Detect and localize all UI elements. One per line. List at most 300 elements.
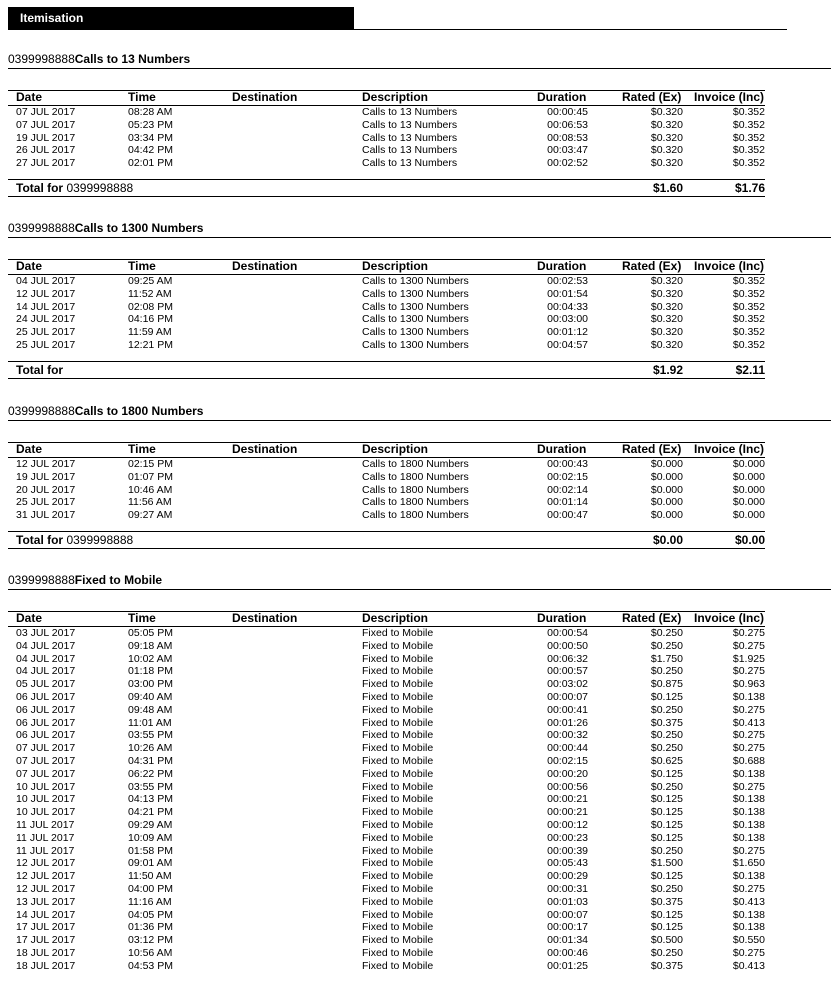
date-cell: 06 JUL 2017 (16, 690, 76, 703)
date-cell: 12 JUL 2017 (16, 287, 76, 300)
description-cell: Calls to 1300 Numbers (362, 275, 469, 287)
date-cell: 07 JUL 2017 (16, 767, 76, 780)
date-cell: 10 JUL 2017 (16, 793, 76, 806)
table-row (8, 678, 765, 691)
table-row (8, 301, 765, 314)
column-header-destination: Destination (232, 90, 298, 104)
invoice-cell: $0.000 (732, 458, 765, 470)
table-row (8, 509, 765, 522)
invoice-cell: $0.413 (732, 959, 765, 972)
time-cell: 02:01 PM (128, 157, 173, 170)
date-cell: 04 JUL 2017 (16, 665, 76, 678)
table-row (8, 640, 765, 653)
date-cell: 12 JUL 2017 (16, 882, 76, 895)
duration-cell: 00:00:54 (547, 627, 588, 639)
column-header-date: Date (16, 259, 43, 273)
duration-cell: 00:02:15 (547, 470, 588, 483)
date-cell: 12 JUL 2017 (16, 870, 76, 883)
column-header-description: Description (362, 259, 429, 273)
description-cell: Fixed to Mobile (362, 870, 434, 883)
date-cell: 05 JUL 2017 (16, 678, 76, 691)
description-cell: Calls to 1300 Numbers (362, 313, 469, 326)
time-cell: 01:36 PM (128, 921, 173, 934)
time-cell: 03:12 PM (128, 934, 173, 947)
section-name: Calls to 1300 Numbers (74, 221, 204, 235)
duration-cell: 00:02:14 (547, 483, 588, 496)
rated-cell: $0.000 (650, 470, 683, 483)
table-row (8, 755, 765, 768)
rated-cell: $0.320 (650, 118, 683, 131)
table-row (8, 144, 765, 157)
time-cell: 09:25 AM (128, 275, 173, 287)
table-row (8, 484, 765, 497)
total-account-number: 0399998888 (66, 180, 134, 195)
itemisation-header (8, 7, 354, 30)
column-header-description: Description (362, 90, 429, 104)
invoice-cell: $0.352 (732, 131, 765, 144)
invoice-cell: $0.000 (732, 509, 765, 522)
date-cell: 06 JUL 2017 (16, 703, 76, 716)
section-total-row (8, 179, 765, 197)
section-name: Calls to 13 Numbers (74, 52, 191, 66)
invoice-cell: $0.352 (732, 118, 765, 131)
date-cell: 17 JUL 2017 (16, 934, 76, 947)
column-header-invoice: Invoice (Inc) (694, 90, 765, 104)
total-rated: $0.00 (652, 532, 683, 547)
duration-cell: 00:01:12 (547, 326, 588, 339)
rated-cell: $0.320 (650, 300, 683, 313)
time-cell: 09:40 AM (128, 690, 173, 703)
column-header-date: Date (16, 90, 43, 104)
rated-cell: $0.000 (650, 509, 683, 522)
date-cell: 20 JUL 2017 (16, 483, 76, 496)
description-cell: Calls to 1800 Numbers (362, 483, 469, 496)
time-cell: 03:55 PM (128, 780, 173, 793)
duration-cell: 00:00:31 (547, 882, 588, 895)
table-row (8, 627, 765, 640)
invoice-cell: $0.275 (732, 627, 765, 639)
description-cell: Fixed to Mobile (362, 652, 434, 665)
description-cell: Fixed to Mobile (362, 742, 434, 755)
invoice-cell: $0.688 (732, 754, 765, 767)
invoice-cell: $0.138 (732, 690, 765, 703)
table-header (8, 611, 765, 627)
description-cell: Fixed to Mobile (362, 806, 434, 819)
time-cell: 11:52 AM (128, 287, 172, 300)
table-row (8, 909, 765, 922)
column-header-invoice: Invoice (Inc) (694, 442, 765, 456)
rated-cell: $0.625 (650, 754, 683, 767)
duration-cell: 00:00:45 (547, 106, 588, 118)
rated-cell: $0.125 (650, 908, 683, 921)
table-row (8, 793, 765, 806)
invoice-cell: $0.963 (732, 678, 765, 691)
description-cell: Fixed to Mobile (362, 767, 434, 780)
table-row (8, 729, 765, 742)
calls-table (8, 259, 765, 379)
date-cell: 04 JUL 2017 (16, 275, 76, 287)
duration-cell: 00:04:57 (547, 338, 588, 351)
time-cell: 10:26 AM (128, 742, 173, 755)
time-cell: 04:42 PM (128, 144, 173, 157)
table-row (8, 742, 765, 755)
invoice-cell: $0.138 (732, 767, 765, 780)
duration-cell: 00:00:07 (547, 690, 588, 703)
time-cell: 11:56 AM (128, 496, 172, 509)
date-cell: 11 JUL 2017 (16, 844, 75, 857)
rated-cell: $0.125 (650, 831, 683, 844)
time-cell: 09:01 AM (128, 857, 173, 870)
time-cell: 04:16 PM (128, 313, 173, 326)
duration-cell: 00:03:00 (547, 313, 588, 326)
table-row (8, 857, 765, 870)
date-cell: 07 JUL 2017 (16, 742, 76, 755)
duration-cell: 00:02:52 (547, 157, 588, 170)
duration-cell: 00:03:02 (547, 678, 588, 691)
column-header-date: Date (16, 611, 43, 625)
rated-cell: $0.125 (650, 690, 683, 703)
invoice-cell: $0.138 (732, 818, 765, 831)
date-cell: 06 JUL 2017 (16, 716, 76, 729)
duration-cell: 00:02:53 (547, 275, 588, 287)
column-header-destination: Destination (232, 611, 298, 625)
date-cell: 25 JUL 2017 (16, 496, 76, 509)
time-cell: 04:00 PM (128, 882, 173, 895)
table-row (8, 845, 765, 858)
time-cell: 04:05 PM (128, 908, 173, 921)
date-cell: 19 JUL 2017 (16, 470, 76, 483)
invoice-cell: $0.275 (732, 882, 765, 895)
time-cell: 11:01 AM (128, 716, 172, 729)
invoice-cell: $0.352 (732, 275, 765, 287)
section-name: Calls to 1800 Numbers (74, 404, 204, 418)
table-row (8, 883, 765, 896)
calls-table (8, 442, 765, 549)
column-header-rated: Rated (Ex) (622, 611, 682, 625)
duration-cell: 00:04:33 (547, 300, 588, 313)
column-header-description: Description (362, 611, 429, 625)
call-section (8, 52, 831, 197)
column-header-destination: Destination (232, 259, 298, 273)
time-cell: 02:15 PM (128, 458, 173, 470)
invoice-cell: $0.352 (732, 287, 765, 300)
duration-cell: 00:00:46 (547, 946, 588, 959)
invoice-cell: $0.550 (732, 934, 765, 947)
rated-cell: $0.500 (650, 934, 683, 947)
section-name: Fixed to Mobile (74, 573, 163, 587)
time-cell: 11:50 AM (128, 870, 172, 883)
table-row (8, 106, 765, 119)
invoice-cell: $0.138 (732, 831, 765, 844)
duration-cell: 00:00:29 (547, 870, 588, 883)
table-row (8, 934, 765, 947)
rated-cell: $0.250 (650, 665, 683, 678)
description-cell: Fixed to Mobile (362, 934, 434, 947)
invoice-cell: $0.275 (732, 665, 765, 678)
invoice-cell: $0.275 (732, 844, 765, 857)
column-header-time: Time (128, 259, 156, 273)
rated-cell: $0.250 (650, 780, 683, 793)
rated-cell: $0.125 (650, 806, 683, 819)
date-cell: 26 JUL 2017 (16, 144, 76, 157)
duration-cell: 00:01:54 (547, 287, 588, 300)
rated-cell: $0.320 (650, 338, 683, 351)
duration-cell: 00:00:23 (547, 831, 588, 844)
rated-cell: $0.320 (650, 326, 683, 339)
date-cell: 17 JUL 2017 (16, 921, 76, 934)
column-header-date: Date (16, 442, 43, 456)
rated-cell: $0.375 (650, 895, 683, 908)
column-header-invoice: Invoice (Inc) (694, 259, 765, 273)
duration-cell: 00:02:15 (547, 754, 588, 767)
description-cell: Fixed to Mobile (362, 627, 434, 639)
invoice-cell: $0.275 (732, 729, 765, 742)
table-row (8, 653, 765, 666)
total-invoice: $1.76 (734, 180, 765, 195)
duration-cell: 00:00:44 (547, 742, 588, 755)
rated-cell: $1.500 (650, 857, 683, 870)
time-cell: 04:13 PM (128, 793, 173, 806)
invoice-cell: $0.275 (732, 780, 765, 793)
section-account-number: 0399998888 (8, 573, 75, 587)
description-cell: Calls to 13 Numbers (362, 144, 458, 157)
duration-cell: 00:01:14 (547, 496, 588, 509)
invoice-cell: $0.138 (732, 921, 765, 934)
description-cell: Fixed to Mobile (362, 882, 434, 895)
duration-cell: 00:00:57 (547, 665, 588, 678)
rated-cell: $0.375 (650, 716, 683, 729)
table-row (8, 496, 765, 509)
date-cell: 25 JUL 2017 (16, 326, 76, 339)
time-cell: 04:53 PM (128, 959, 173, 972)
date-cell: 18 JUL 2017 (16, 959, 76, 972)
date-cell: 31 JUL 2017 (16, 509, 76, 522)
time-cell: 11:16 AM (128, 895, 172, 908)
rated-cell: $0.125 (650, 793, 683, 806)
date-cell: 12 JUL 2017 (16, 857, 76, 870)
rated-cell: $0.000 (650, 483, 683, 496)
time-cell: 03:00 PM (128, 678, 173, 691)
rated-cell: $0.250 (650, 844, 683, 857)
section-divider (8, 420, 831, 421)
description-cell: Fixed to Mobile (362, 857, 434, 870)
date-cell: 10 JUL 2017 (16, 806, 76, 819)
rated-cell: $0.000 (650, 496, 683, 509)
duration-cell: 00:01:26 (547, 716, 588, 729)
column-header-rated: Rated (Ex) (622, 442, 682, 456)
date-cell: 07 JUL 2017 (16, 754, 76, 767)
duration-cell: 00:00:21 (547, 793, 588, 806)
table-row (8, 132, 765, 145)
total-label: Total for 0399998888 (16, 180, 134, 195)
invoice-cell: $0.138 (732, 870, 765, 883)
rated-cell: $0.320 (650, 157, 683, 170)
duration-cell: 00:08:53 (547, 131, 588, 144)
rated-cell: $0.250 (650, 639, 683, 652)
invoice-cell: $0.000 (732, 470, 765, 483)
date-cell: 27 JUL 2017 (16, 157, 76, 170)
invoice-cell: $0.352 (732, 300, 765, 313)
time-cell: 03:34 PM (128, 131, 173, 144)
section-account-number: 0399998888 (8, 404, 75, 418)
table-row (8, 288, 765, 301)
date-cell: 11 JUL 2017 (16, 831, 75, 844)
table-row (8, 119, 765, 132)
date-cell: 06 JUL 2017 (16, 729, 76, 742)
time-cell: 09:27 AM (128, 509, 173, 522)
duration-cell: 00:00:47 (547, 509, 588, 522)
calls-table (8, 90, 765, 197)
description-cell: Calls to 13 Numbers (362, 106, 458, 118)
description-cell: Fixed to Mobile (362, 793, 434, 806)
table-row (8, 157, 765, 170)
column-header-duration: Duration (537, 611, 587, 625)
column-header-time: Time (128, 442, 156, 456)
duration-cell: 00:06:53 (547, 118, 588, 131)
description-cell: Calls to 1300 Numbers (362, 300, 469, 313)
table-row (8, 326, 765, 339)
call-section (8, 221, 831, 379)
date-cell: 03 JUL 2017 (16, 627, 76, 639)
rated-cell: $0.320 (650, 313, 683, 326)
rated-cell: $0.320 (650, 287, 683, 300)
total-label: Total for 0399998888 (16, 532, 134, 547)
section-title (8, 573, 831, 589)
description-cell: Fixed to Mobile (362, 908, 434, 921)
duration-cell: 00:00:07 (547, 908, 588, 921)
description-cell: Calls to 1800 Numbers (362, 496, 469, 509)
section-divider (8, 237, 831, 238)
column-header-rated: Rated (Ex) (622, 259, 682, 273)
time-cell: 09:48 AM (128, 703, 173, 716)
column-header-duration: Duration (537, 90, 587, 104)
invoice-cell: $0.138 (732, 806, 765, 819)
description-cell: Fixed to Mobile (362, 818, 434, 831)
time-cell: 10:02 AM (128, 652, 173, 665)
invoice-cell: $0.352 (732, 157, 765, 170)
total-invoice: $0.00 (734, 532, 765, 547)
section-total-row (8, 361, 765, 379)
rated-cell: $0.250 (650, 627, 683, 639)
rated-cell: $0.875 (650, 678, 683, 691)
duration-cell: 00:00:20 (547, 767, 588, 780)
time-cell: 10:09 AM (128, 831, 173, 844)
table-row (8, 339, 765, 352)
description-cell: Calls to 1300 Numbers (362, 287, 469, 300)
section-title (8, 221, 831, 237)
duration-cell: 00:06:32 (547, 652, 588, 665)
description-cell: Calls to 1800 Numbers (362, 470, 469, 483)
duration-cell: 00:00:12 (547, 818, 588, 831)
rated-cell: $0.250 (650, 882, 683, 895)
rated-cell: $0.320 (650, 144, 683, 157)
date-cell: 24 JUL 2017 (16, 313, 76, 326)
time-cell: 01:58 PM (128, 844, 173, 857)
description-cell: Calls to 1800 Numbers (362, 458, 469, 470)
description-cell: Calls to 1300 Numbers (362, 326, 469, 339)
date-cell: 13 JUL 2017 (16, 895, 76, 908)
description-cell: Calls to 13 Numbers (362, 157, 458, 170)
duration-cell: 00:00:39 (547, 844, 588, 857)
invoice-cell: $0.352 (732, 338, 765, 351)
duration-cell: 00:01:34 (547, 934, 588, 947)
description-cell: Fixed to Mobile (362, 946, 434, 959)
invoice-cell: $0.352 (732, 326, 765, 339)
invoice-cell: $0.275 (732, 703, 765, 716)
column-header-rated: Rated (Ex) (622, 90, 682, 104)
time-cell: 09:18 AM (128, 639, 173, 652)
total-account-number: 0399998888 (66, 532, 134, 547)
date-cell: 14 JUL 2017 (16, 300, 76, 313)
time-cell: 11:59 AM (128, 326, 172, 339)
description-cell: Fixed to Mobile (362, 921, 434, 934)
column-header-duration: Duration (537, 259, 587, 273)
total-rated: $1.92 (652, 362, 683, 377)
table-row (8, 275, 765, 288)
total-rated: $1.60 (652, 180, 683, 195)
duration-cell: 00:00:43 (547, 458, 588, 470)
date-cell: 07 JUL 2017 (16, 118, 76, 131)
duration-cell: 00:00:32 (547, 729, 588, 742)
table-row (8, 471, 765, 484)
rated-cell: $0.375 (650, 959, 683, 972)
table-header (8, 259, 765, 275)
column-header-time: Time (128, 611, 156, 625)
time-cell: 10:56 AM (128, 946, 173, 959)
duration-cell: 00:01:25 (547, 959, 588, 972)
header-divider (354, 29, 787, 30)
column-header-duration: Duration (537, 442, 587, 456)
table-row (8, 704, 765, 717)
total-label: Total for (16, 362, 64, 377)
invoice-cell: $1.925 (732, 652, 765, 665)
description-cell: Fixed to Mobile (362, 754, 434, 767)
description-cell: Fixed to Mobile (362, 729, 434, 742)
time-cell: 03:55 PM (128, 729, 173, 742)
invoice-cell: $0.000 (732, 496, 765, 509)
description-cell: Fixed to Mobile (362, 690, 434, 703)
total-invoice: $2.11 (735, 362, 765, 377)
column-header-destination: Destination (232, 442, 298, 456)
duration-cell: 00:00:17 (547, 921, 588, 934)
section-divider (8, 68, 831, 69)
table-row (8, 781, 765, 794)
table-row (8, 313, 765, 326)
description-cell: Fixed to Mobile (362, 678, 434, 691)
date-cell: 11 JUL 2017 (16, 818, 75, 831)
duration-cell: 00:00:50 (547, 639, 588, 652)
table-row (8, 832, 765, 845)
table-header (8, 90, 765, 106)
invoice-cell: $0.352 (732, 144, 765, 157)
section-total-row (8, 531, 765, 549)
duration-cell: 00:01:03 (547, 895, 588, 908)
description-cell: Fixed to Mobile (362, 831, 434, 844)
rated-cell: $0.250 (650, 729, 683, 742)
rated-cell: $0.125 (650, 818, 683, 831)
table-header (8, 442, 765, 458)
invoice-cell: $0.138 (732, 793, 765, 806)
section-divider (8, 589, 831, 590)
section-account-number: 0399998888 (8, 221, 75, 235)
date-cell: 18 JUL 2017 (16, 946, 76, 959)
invoice-cell: $0.275 (732, 742, 765, 755)
time-cell: 12:21 PM (128, 338, 173, 351)
call-section (8, 573, 831, 973)
rated-cell: $0.250 (650, 742, 683, 755)
invoice-cell: $1.650 (732, 857, 765, 870)
rated-cell: $0.250 (650, 946, 683, 959)
